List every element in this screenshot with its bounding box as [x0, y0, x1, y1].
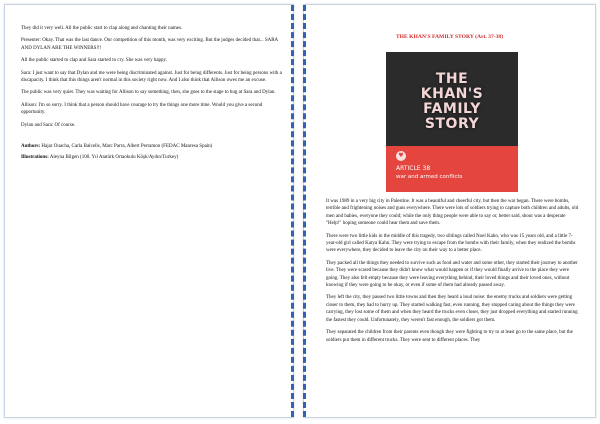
paragraph: Sara: I just want to say that Dylan and me were being discriminated against. Just for being differents. Just for being persons with a discapacity. I think that this things aren't normal in this society right now. And I also think that Allison owes me an excuse.: [21, 70, 282, 84]
paragraph: They separated the children from their parents even though they were fighting to try to at least go to the same place, but the soldiers put them in different trucks. They were sent to different places. They: [326, 330, 573, 343]
authors-line: [21, 143, 283, 150]
paragraph: All the public started to clap and Sara started to cry. She was very happy.: [21, 58, 167, 64]
poster-title-line: THE: [435, 71, 469, 87]
paragraph: They left the city, they passed two little towns and then they heard a loud noise: the enemy trucks and soldiers were getting closer to them, they had to hurry up. They started walking fast, even running, they stopped caring about the things they were carrying, they lost some of them and when they heard the trucks even closer, they just dropped everything and started running the fastest they could. Unfortunately, they weren't fast enough, the soldiers got them.: [326, 295, 578, 323]
poster-title-line: STORY: [424, 116, 480, 132]
poster-band: [386, 146, 518, 192]
story-title: THE KHAN'S FAMILY STORY (Art. 37-38): [395, 34, 504, 40]
illustrations-label: Illustrations:: [21, 155, 49, 161]
poster-subtitle: war and armed conflicts: [396, 174, 463, 180]
credits: [21, 143, 283, 162]
poster-title-line: FAMILY: [423, 101, 481, 117]
spiral-binding-left: [285, 5, 294, 417]
story-poster: [386, 52, 518, 192]
authors-text: Hajar Ouacha, Carla Balcells, Marc Parra, Albert Perramon (FEDAC Manresa Spain): [41, 144, 213, 150]
left-page: [4, 4, 294, 418]
paragraph: The public was very quiet. They was waiting for Allison to say something, then, she goes to the stage to hug at Sara and Dylan.: [21, 90, 276, 96]
illustrations-text: Aleyna Bilgen (100. Yıl Atatürk Ortaokulu Köşk/Aydın/Turkey): [49, 155, 179, 161]
paragraph: There were two little kids in the middle of this tragedy, two siblings called Noel Kahn, who was 15 years old, and a little 7-year-old girl called Katya Kahn. They were trying to escape from the bombs with their family, when they realized the bombs were everywhere, they decided to leave the city on their way to a better place.: [326, 233, 576, 254]
paragraph: They did it very well. All the public start to clap along and chanting their names.: [21, 26, 183, 31]
spiral-binding-right: [303, 5, 312, 417]
paragraph: They packed all the things they needed to survive such as food and water and some other, they started their journey to another live. They were scared because they didn't know what would happen or if they would finally arrive to the place they were going. They also felt empty because they were leaving everything behind, their loved things and their loved ones, without knowing if they were going to be okay, or even if some of them had already passed away.: [326, 260, 578, 289]
authors-label: Authors:: [21, 144, 41, 150]
poster-title-line: KHAN'S: [420, 86, 484, 102]
paragraph: Allison: I'm so sorry. I think that a person should have courage to try the things one more time. Would you give a second opportunity.: [21, 102, 263, 116]
paragraph: Dylan and Sara: Of course.: [21, 122, 76, 128]
poster-title: [386, 72, 518, 132]
paragraph: Presenter: Okay. That was the last dance. Our competition of this month, was very exciting. But the judges decided that... SARA AND DYLAN ARE THE WINNERS!!!: [21, 38, 278, 51]
right-page: [303, 4, 596, 418]
illustrations-line: [21, 154, 283, 161]
right-page-text: [326, 198, 580, 349]
left-page-text: [21, 25, 283, 166]
heart-icon: ♥: [396, 151, 406, 161]
poster-article: ARTICLE 38: [396, 165, 431, 172]
paragraph: It was 1989 in a very big city in Palestine. It was a beautiful and cheerful city, but then the war began. There were bombs, terrible and frightening noises and guns everywhere. There were lots of soldiers trying to capture both children and adults, old men and babies, everyone they could; while the only thing people were able to say or, better said, shout was a desperate "Help!" hoping someone could hear them and save them.: [326, 199, 579, 227]
